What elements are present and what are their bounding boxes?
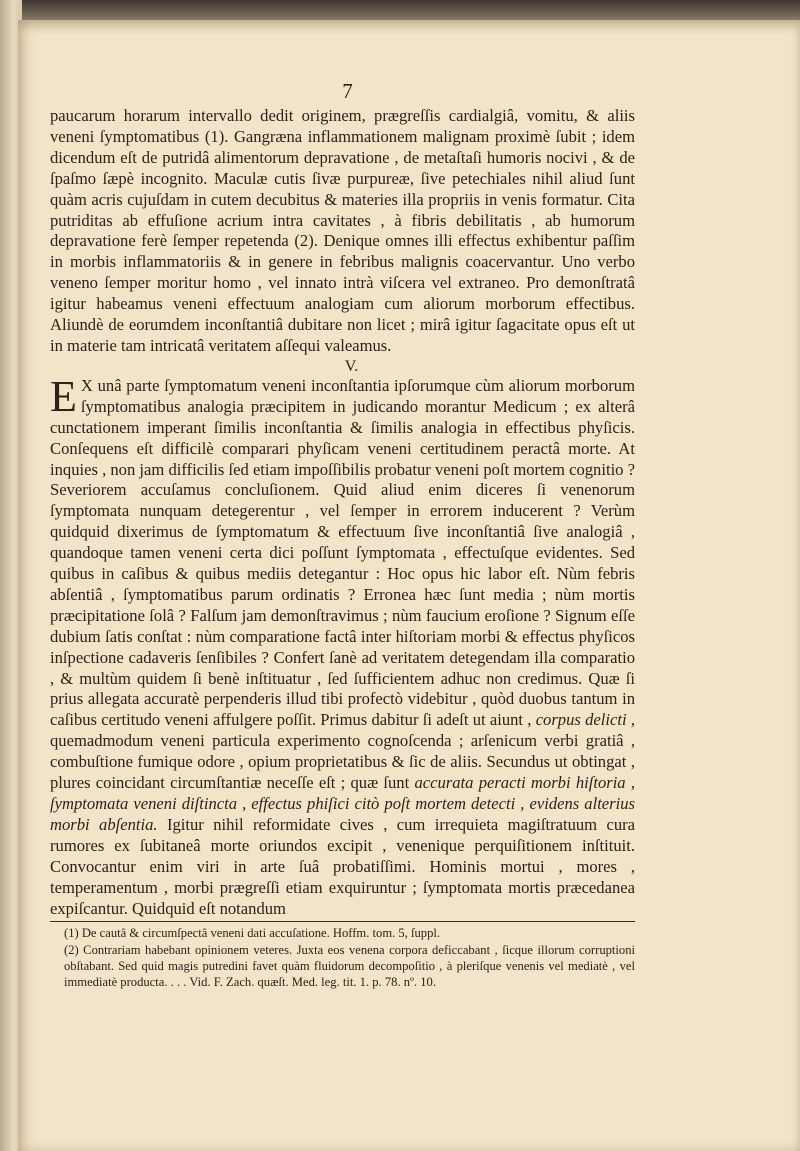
paragraph-2-end: Igitur nihil reformidate cives , cum irrequieta magiſtratuum cura rumores ex ſubitaneâ morte oriundos excipit , venenique perquiſitionem inſtituit. Convocantur enim viri in arte ſuâ probatiſſimi. Hominis mortui , mores , temperamentum , morbi prægreſſi etiam exquiruntur ; ſymptomata mortis præcedanea expiſcantur. Quidquid eſt notandum	[50, 814, 636, 918]
book-page	[18, 20, 800, 1151]
italic-phrase-conditions: accurata peracti morbi hiſtoria , ſymptomata veneni diſtincta , effectus phiſici citò poſt mortem detecti , evidens alterius morbi abſentia.	[50, 773, 635, 834]
italic-phrase-corpus-delicti: corpus delicti	[535, 710, 627, 730]
footnote-1: (1) De cautâ & circumſpectâ veneni dati accuſatione. Hoffm. tom. 5, ſuppl.	[64, 926, 441, 941]
paragraph-2	[50, 371, 636, 920]
footnote-rule	[50, 921, 635, 922]
page-text-block	[50, 80, 635, 990]
drop-cap: E	[50, 371, 77, 421]
paragraph-2-middle: , quemadmodum veneni particula experimento cognoſcenda ; arſenicum verbi gratiâ , combuſtione fumique odore , opium proprietatibus & ſic de aliis. Secundus ut obtingat , plures coincidant circumſtantiæ neceſſe eſt ; quæ ſunt	[50, 710, 635, 793]
section-number: V.	[344, 357, 359, 375]
paragraph-2-start: X unâ parte ſymptomatum veneni inconſtantia ipſorumque cùm aliorum morborum ſymptomatibus analogia præcipitem in judicando morantur Medicum ; ex alterâ cunctationem imperant ſimilis inconſtantia & ſimilis analogia in effectibus phyſicis. Conſequens eſt difficilè comparari phyſicam veneni certitudinem peractâ morte. At inquies , non jam difficilis ſed etiam impoſſibilis probatur veneni poſt mortem cognitio ? Severiorem accuſamus concluſionem. Quid aliud enim diceres ſi venenorum ſymptomata nunquam detegerentur , vel ſemper in errorem inducerent ? Verùm quidquid dixerimus de ſymptomatum & effectuum ſive inconſtantiâ ſive analogiâ , quandoque tamen veneni certa dici poſſunt ſymptomata , effectuſque evidentes. Sed quibus in caſibus & quibus mediis detegantur : Hoc opus hic labor eſt. Nùm febris abſentiâ , ſymptomatibus parum ordinatis ? Erronea hæc ſunt media ; nùm mortis præcipitatione ſolâ ? Falſum jam demonſtravimus ; nùm faucium eroſione ? Signum eſſe dubium ſatis conſtat : nùm comparatione factâ inter hiſtoriam morbi & effectus phyſicos inſpectione cadaveris ſenſibiles ? Confert ſanè ad veritatem detegendam illa comparatio , & multùm quidem ſi benè inſtituatur , ſed ſufficientem adhuc non credimus. Quæ ſi prius allegata accuratè perpenderis illud tibi profectò videbitur , quòd duobus tantum in caſibus certitudo veneni affulgere poſſit. Primus dabitur ſi adeſt ut aiunt ,	[50, 375, 635, 730]
footnote-2: (2) Contrariam habebant opinionem veteres. Juxta eos venena corpora deficcabant , ſicque illorum corruptioni obſtabant. Sed quid magis putredini favet quàm fluidorum decompoſitio , à pleriſque venenis vel mediatè , vel immediatè producta. . . . Vid. F. Zach. quæſt. Med. leg. tit. 1. p. 78. nº. 10.	[64, 942, 635, 990]
page-number: 7	[342, 79, 353, 103]
paragraph-1: paucarum horarum intervallo dedit originem, prægreſſis cardialgiâ, vomitu, & aliis veneni ſymptomatibus (1). Gangræna inflammationem malignam proximè ſubit ; idem dicendum eſt de putridâ alimentorum depravatione , de metaſtaſi humoris nocivi , & de ſpaſmo ſæpè incognito. Maculæ cutis ſivæ purpureæ, ſive petechiales nihil aliud ſunt quàm acris cujuſdam in cutem decubitus & materies illa propriis in venis formatur. Cita putriditas ab effuſione acrium intra cavitates , à fibris debilitatis , ab humorum depravatione ferè ſemper repetenda (2). Denique omnes illi effectus exhibentur paſſim in morbis inflammatoriis & in genere in febribus malignis coacervantur. Uno verbo veneno ſemper moritur homo , vel innato intrà viſcera vel extraneo. Pro demonſtratâ igitur habeamus veneni effectuum analogiam cum aliorum morborum effectibus. Aliundè de eorumdem inconſtantiâ dubitare non licet ; mirâ igitur ſagacitate opus eſt ut in materie tam intricatâ veritatem aſſequi valeamus.	[50, 106, 635, 355]
